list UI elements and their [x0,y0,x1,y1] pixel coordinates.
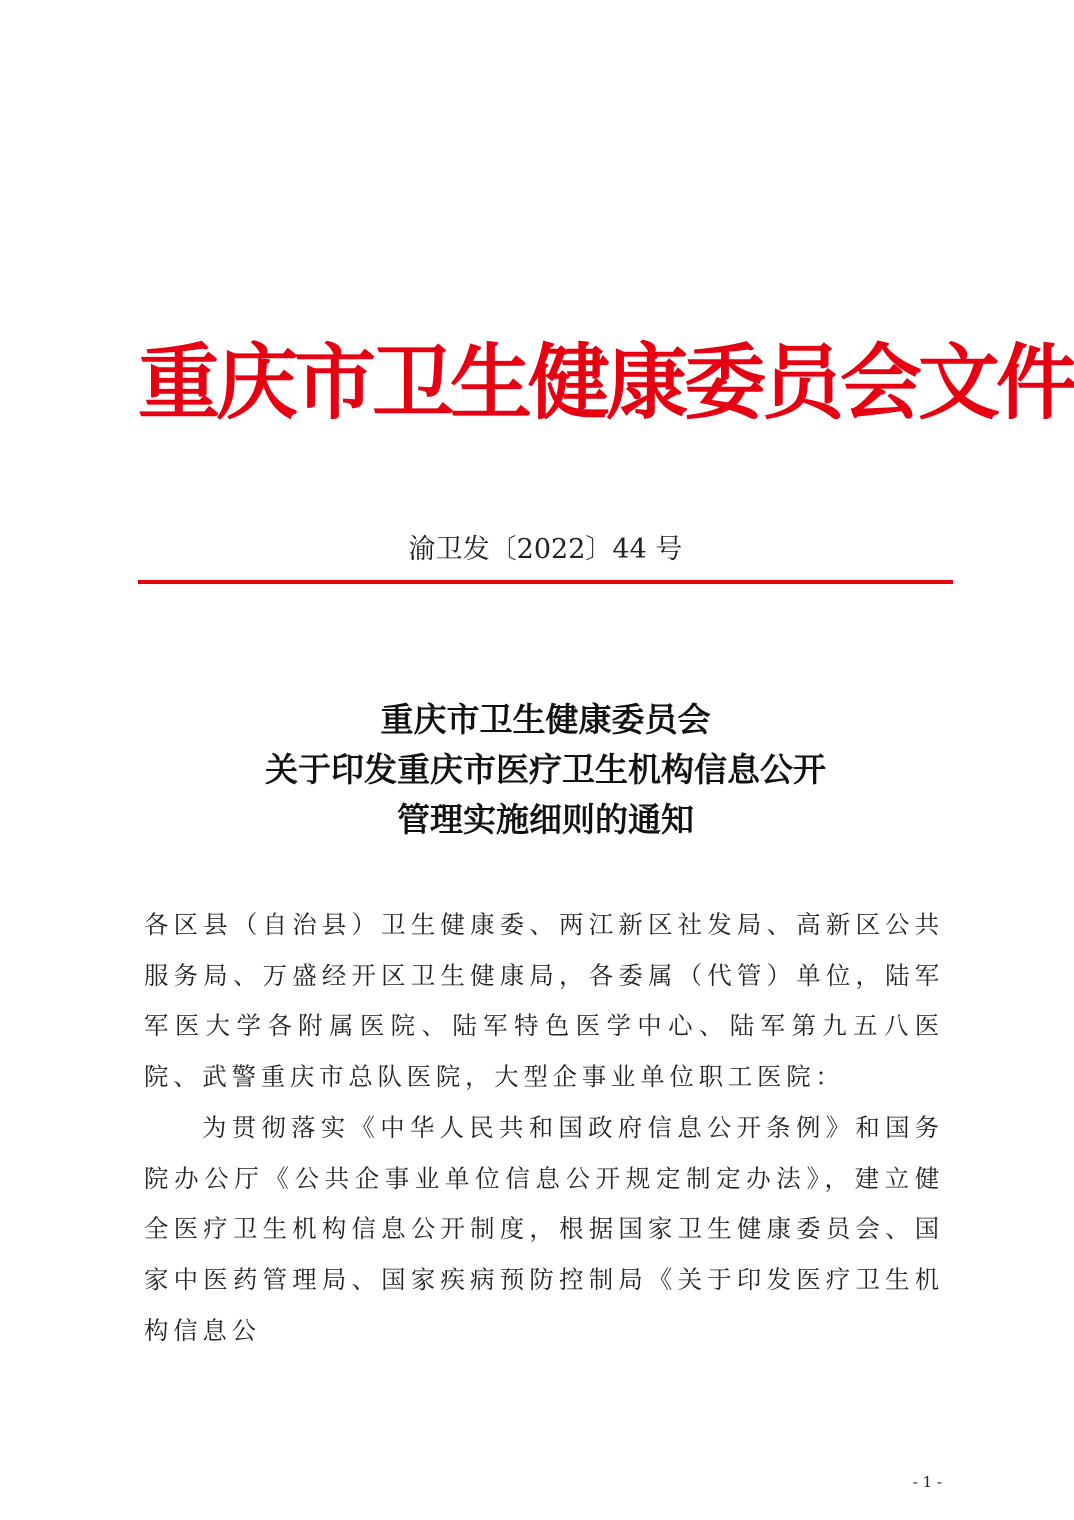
title-line-1: 重庆市卫生健康委员会 [380,700,711,739]
body-paragraph-1: 为贯彻落实《中华人民共和国政府信息公开条例》和国务院办公厅《公共企事业单位信息公开规定制定办法》，建立健全医疗卫生机构信息公开制度，根据国家卫生健康委员会、国家中医药管理局、国家疾病预防控制局《关于印发医疗卫生机构信息公 [144,1112,944,1345]
red-divider-line [138,580,953,584]
addressee-paragraph: 各区县（自治县）卫生健康委、两江新区社发局、高新区公共服务局、万盛经开区卫生健康局，各委属（代管）单位，陆军军医大学各附属医院、陆军特色医学中心、陆军第九五八医院、武警重庆市总队医院，大型企事业单位职工医院： [144,910,944,1092]
title-line-3: 管理实施细则的通知 [397,800,694,839]
document-number: 渝卫发〔2022〕44 号 [408,534,683,565]
page-number: - 1 - [912,1473,942,1491]
document-body [144,900,944,1356]
document-title [138,695,953,845]
title-line-2: 关于印发重庆市医疗卫生机构信息公开 [265,750,826,789]
document-masthead: 重庆市卫生健康委员会文件 [138,335,1074,431]
